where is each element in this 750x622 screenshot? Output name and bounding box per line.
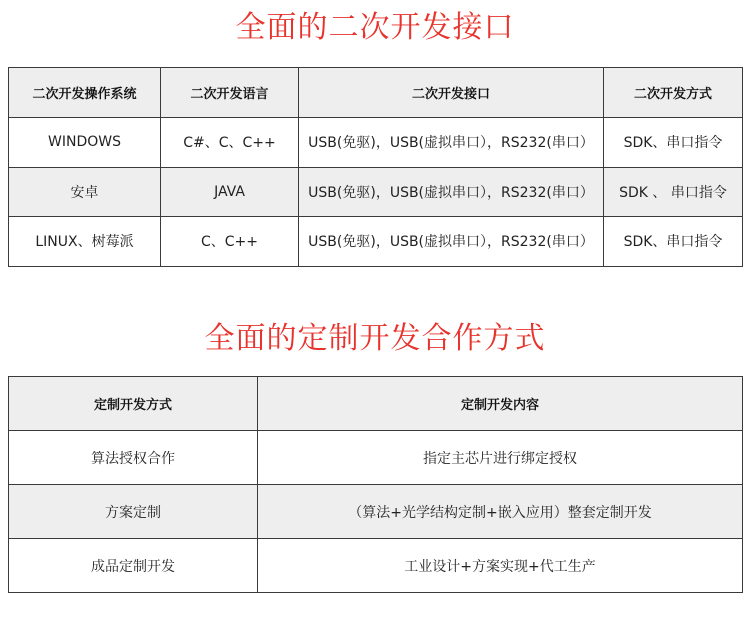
table-row: [9, 485, 743, 539]
cell-language: C#、C、C++: [161, 118, 299, 168]
header-custom-method: 定制开发方式: [9, 377, 258, 431]
table-row: [9, 217, 743, 267]
custom-development-table: [8, 376, 743, 593]
table-header-row: [9, 68, 743, 118]
sdk-interface-table: [8, 67, 743, 267]
table-row: [9, 539, 743, 593]
table-header-row: [9, 377, 743, 431]
cell-interface: USB(免驱)，USB(虚拟串口），RS232(串口）: [299, 167, 604, 217]
cell-method: SDK、串口指令: [604, 217, 743, 267]
section-title-sdk: 全面的二次开发接口: [235, 10, 515, 45]
cell-custom-content: （算法+光学结构定制+嵌入应用）整套定制开发: [258, 485, 743, 539]
cell-language: JAVA: [161, 167, 299, 217]
cell-method: SDK 、 串口指令: [604, 167, 743, 217]
cell-method: SDK、串口指令: [604, 118, 743, 168]
header-language: 二次开发语言: [161, 68, 299, 118]
cell-custom-content: 指定主芯片进行绑定授权: [258, 431, 743, 485]
header-custom-content: 定制开发内容: [258, 377, 743, 431]
header-method: 二次开发方式: [604, 68, 743, 118]
cell-interface: USB(免驱)，USB(虚拟串口），RS232(串口）: [299, 217, 604, 267]
section-title-custom: 全面的定制开发合作方式: [204, 321, 546, 356]
header-interface: 二次开发接口: [299, 68, 604, 118]
cell-os: 安卓: [9, 167, 161, 217]
cell-os: WINDOWS: [9, 118, 161, 168]
cell-custom-content: 工业设计+方案实现+代工生产: [258, 539, 743, 593]
table-row: [9, 167, 743, 217]
cell-custom-method: 成品定制开发: [9, 539, 258, 593]
table-row: [9, 118, 743, 168]
table-row: [9, 431, 743, 485]
cell-interface: USB(免驱)，USB(虚拟串口），RS232(串口）: [299, 118, 604, 168]
header-os: 二次开发操作系统: [9, 68, 161, 118]
cell-os: LINUX、树莓派: [9, 217, 161, 267]
cell-custom-method: 算法授权合作: [9, 431, 258, 485]
cell-custom-method: 方案定制: [9, 485, 258, 539]
cell-language: C、C++: [161, 217, 299, 267]
